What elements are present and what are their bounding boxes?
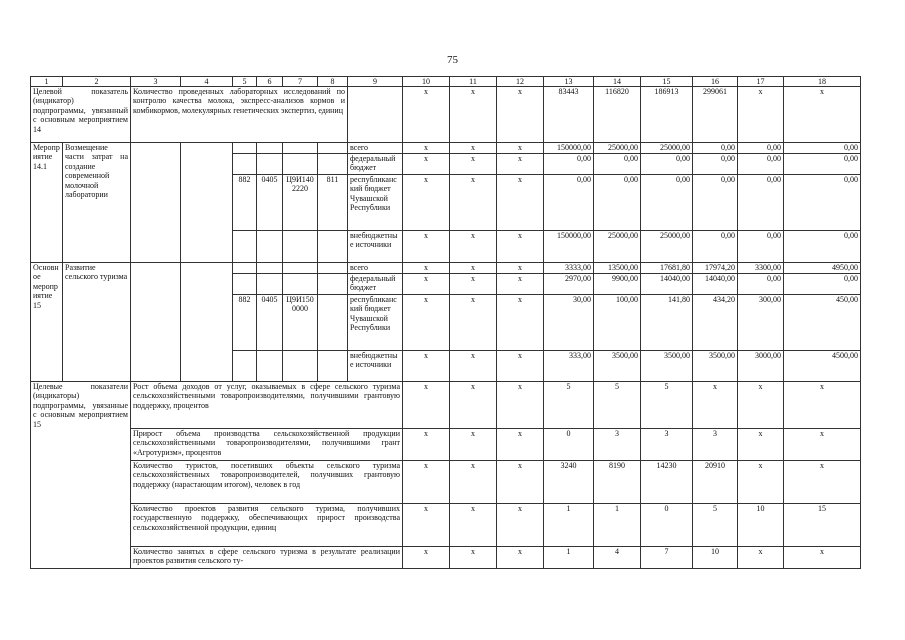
value-cell: 186913 — [641, 87, 693, 143]
empty-cell — [233, 154, 257, 175]
funding-source: республиканский бюджет Чувашской Республики — [348, 295, 403, 351]
value-cell: x — [784, 429, 861, 461]
indicator-text: Количество туристов, посетивших объекты сельского туризма сельскохозяйственных товаропроизводителей, получивших грантовую поддержку (нарастающим итогом), человек в год — [131, 461, 403, 504]
empty-cell — [257, 351, 283, 382]
empty-cell — [257, 143, 283, 154]
value-cell: 100,00 — [594, 295, 641, 351]
empty-cell — [318, 231, 348, 263]
column-number: 17 — [738, 77, 784, 87]
value-cell: 150000,00 — [544, 231, 594, 263]
empty-cell — [181, 263, 233, 382]
empty-cell — [283, 274, 318, 295]
value-cell: 3333,00 — [544, 263, 594, 274]
value-cell: x — [403, 154, 450, 175]
column-number: 10 — [403, 77, 450, 87]
indicator-row — [31, 429, 861, 461]
empty-cell — [318, 263, 348, 274]
empty-cell — [257, 154, 283, 175]
empty-cell — [131, 143, 181, 263]
column-number: 11 — [450, 77, 497, 87]
empty-cell — [318, 295, 348, 351]
value-cell: 450,00 — [784, 295, 861, 351]
value-cell: x — [403, 231, 450, 263]
value-cell: x — [450, 295, 497, 351]
indicator-row — [31, 547, 861, 569]
value-cell: 3 — [641, 429, 693, 461]
empty-cell — [257, 263, 283, 274]
column-number: 15 — [641, 77, 693, 87]
measure-description: Возмещение части затрат на создание современной молочной лаборатории — [63, 143, 131, 263]
value-cell: x — [403, 175, 450, 231]
funding-source: федеральный бюджет — [348, 154, 403, 175]
rzpr-code: 0405 — [257, 295, 283, 351]
funding-source: внебюджетные источники — [348, 351, 403, 382]
page-number: 75 — [447, 54, 458, 66]
value-cell: x — [738, 547, 784, 569]
empty-cell — [181, 143, 233, 263]
value-cell: 0,00 — [594, 154, 641, 175]
value-cell: 4500,00 — [784, 351, 861, 382]
value-cell: x — [738, 429, 784, 461]
value-cell: 1 — [594, 504, 641, 547]
value-cell: 0,00 — [738, 231, 784, 263]
indicator-row — [31, 382, 861, 429]
indicator-text: Количество проведенных лабораторных исследований по контролю качества молока, экспресс-анализов кормов и комбикормов, молекулярных генетических экспертиз, единиц — [131, 87, 348, 143]
value-cell: 3 — [594, 429, 641, 461]
value-cell: x — [497, 87, 544, 143]
value-cell: 3500,00 — [641, 351, 693, 382]
value-cell: x — [403, 429, 450, 461]
value-cell: x — [497, 504, 544, 547]
value-cell: 3500,00 — [594, 351, 641, 382]
vr-code: 811 — [318, 175, 348, 231]
indicator-text: Прирост объема производства сельскохозяйственной продукции сельскохозяйственными товаропроизводителями, получившими грант «Агротуризм», процентов — [131, 429, 403, 461]
column-number: 18 — [784, 77, 861, 87]
value-cell: x — [450, 143, 497, 154]
value-cell: 30,00 — [544, 295, 594, 351]
value-cell: 0,00 — [784, 154, 861, 175]
value-cell: x — [497, 143, 544, 154]
value-cell: 20910 — [693, 461, 738, 504]
funding-source: федеральный бюджет — [348, 274, 403, 295]
column-number: 4 — [181, 77, 233, 87]
value-cell: 0,00 — [738, 175, 784, 231]
value-cell: 0,00 — [784, 175, 861, 231]
value-cell: 116820 — [594, 87, 641, 143]
value-cell: x — [784, 87, 861, 143]
value-cell: 0,00 — [544, 154, 594, 175]
value-cell: 0,00 — [693, 154, 738, 175]
value-cell: 14230 — [641, 461, 693, 504]
indicator-row — [31, 504, 861, 547]
value-cell: 3 — [693, 429, 738, 461]
value-cell: 1 — [544, 547, 594, 569]
value-cell: x — [497, 382, 544, 429]
rzpr-code: 0405 — [257, 175, 283, 231]
value-cell: x — [738, 461, 784, 504]
value-cell: x — [497, 154, 544, 175]
value-cell: x — [450, 231, 497, 263]
value-cell: 5 — [693, 504, 738, 547]
value-cell: x — [403, 87, 450, 143]
value-cell: 0,00 — [544, 175, 594, 231]
measure-name: Основное мероприятие 15 — [31, 263, 63, 382]
value-cell: 1 — [544, 504, 594, 547]
column-number: 5 — [233, 77, 257, 87]
funding-source: всего — [348, 263, 403, 274]
value-cell: 14040,00 — [693, 274, 738, 295]
empty-cell — [233, 351, 257, 382]
empty-cell — [283, 263, 318, 274]
value-cell: x — [497, 547, 544, 569]
value-cell: 0,00 — [784, 274, 861, 295]
value-cell: x — [693, 382, 738, 429]
empty-cell — [318, 143, 348, 154]
value-cell: x — [497, 295, 544, 351]
value-cell: x — [450, 547, 497, 569]
value-cell: x — [403, 461, 450, 504]
empty-cell — [257, 231, 283, 263]
empty-cell — [233, 231, 257, 263]
value-cell: x — [497, 461, 544, 504]
indicator-row — [31, 461, 861, 504]
value-cell: 8190 — [594, 461, 641, 504]
indicator-label: Целевой показатель (индикатор) подпрограммы, увязанный с основным мероприятием 14 — [31, 87, 131, 143]
column-number: 1 — [31, 77, 63, 87]
column-number: 3 — [131, 77, 181, 87]
value-cell: x — [403, 295, 450, 351]
funding-row — [31, 263, 861, 274]
column-number: 6 — [257, 77, 283, 87]
value-cell: x — [784, 547, 861, 569]
empty-cell — [283, 154, 318, 175]
value-cell: 0,00 — [693, 143, 738, 154]
funding-source: внебюджетные источники — [348, 231, 403, 263]
value-cell: 5 — [544, 382, 594, 429]
empty-cell — [283, 231, 318, 263]
column-number: 8 — [318, 77, 348, 87]
value-cell: x — [450, 351, 497, 382]
indicator-text: Количество занятых в сфере сельского туризма в результате реализации проектов развития сельского ту- — [131, 547, 403, 569]
value-cell: 141,80 — [641, 295, 693, 351]
value-cell: 299061 — [693, 87, 738, 143]
empty-cell — [283, 143, 318, 154]
value-cell: 25000,00 — [594, 143, 641, 154]
value-cell: x — [450, 154, 497, 175]
empty-cell — [233, 274, 257, 295]
value-cell: x — [497, 429, 544, 461]
value-cell: x — [738, 87, 784, 143]
column-number-row — [31, 77, 861, 87]
empty-cell — [283, 351, 318, 382]
value-cell: 300,00 — [738, 295, 784, 351]
value-cell: 0,00 — [693, 175, 738, 231]
indicator-text: Рост объема доходов от услуг, оказываемых в сфере сельского туризма сельскохозяйственными товаропроизводителями, получившими грантовую поддержку, процентов — [131, 382, 403, 429]
value-cell: x — [403, 263, 450, 274]
empty-cell — [318, 351, 348, 382]
value-cell: x — [450, 274, 497, 295]
value-cell: x — [497, 263, 544, 274]
indicator-label: Целевые показатели (индикаторы) подпрограммы, увязанные с основным мероприятием 15 — [31, 382, 131, 569]
measure-description: Развитие сельского туризма — [63, 263, 131, 382]
value-cell: x — [497, 274, 544, 295]
value-cell: 150000,00 — [544, 143, 594, 154]
value-cell: 10 — [738, 504, 784, 547]
value-cell: 3300,00 — [738, 263, 784, 274]
empty-cell — [348, 87, 403, 143]
column-number: 2 — [63, 77, 131, 87]
value-cell: 9900,00 — [594, 274, 641, 295]
value-cell: x — [450, 461, 497, 504]
value-cell: 0,00 — [738, 143, 784, 154]
value-cell: 0,00 — [738, 274, 784, 295]
value-cell: 15 — [784, 504, 861, 547]
column-number: 9 — [348, 77, 403, 87]
value-cell: 333,00 — [544, 351, 594, 382]
value-cell: 0,00 — [784, 231, 861, 263]
value-cell: 0,00 — [641, 175, 693, 231]
column-number: 13 — [544, 77, 594, 87]
value-cell: 0,00 — [784, 143, 861, 154]
indicator-text: Количество проектов развития сельского туризма, получивших государственную поддержку, обеспечивающих прирост производства сельскохозяйственной продукции, единиц — [131, 504, 403, 547]
value-cell: 5 — [594, 382, 641, 429]
value-cell: x — [403, 351, 450, 382]
value-cell: x — [784, 382, 861, 429]
value-cell: 2970,00 — [544, 274, 594, 295]
budget-table — [30, 76, 861, 569]
empty-cell — [318, 154, 348, 175]
value-cell: x — [497, 231, 544, 263]
value-cell: x — [403, 547, 450, 569]
funding-row — [31, 143, 861, 154]
value-cell: 4 — [594, 547, 641, 569]
value-cell: x — [403, 504, 450, 547]
csr-code: Ц9И1402220 — [283, 175, 318, 231]
empty-cell — [233, 263, 257, 274]
column-number: 12 — [497, 77, 544, 87]
indicator-row — [31, 87, 861, 143]
value-cell: 0 — [641, 504, 693, 547]
value-cell: 5 — [641, 382, 693, 429]
value-cell: 0,00 — [594, 175, 641, 231]
value-cell: x — [403, 274, 450, 295]
measure-name: Мероприятие 14.1 — [31, 143, 63, 263]
empty-cell — [318, 274, 348, 295]
empty-cell — [257, 274, 283, 295]
value-cell: 17974,20 — [693, 263, 738, 274]
grbs-code: 882 — [233, 175, 257, 231]
value-cell: 17681,80 — [641, 263, 693, 274]
column-number: 7 — [283, 77, 318, 87]
column-number: 14 — [594, 77, 641, 87]
value-cell: x — [403, 143, 450, 154]
funding-source: всего — [348, 143, 403, 154]
empty-cell — [131, 263, 181, 382]
value-cell: 25000,00 — [641, 231, 693, 263]
value-cell: 10 — [693, 547, 738, 569]
value-cell: x — [450, 263, 497, 274]
value-cell: 3500,00 — [693, 351, 738, 382]
value-cell: 434,20 — [693, 295, 738, 351]
empty-cell — [233, 143, 257, 154]
value-cell: x — [497, 175, 544, 231]
value-cell: x — [450, 382, 497, 429]
grbs-code: 882 — [233, 295, 257, 351]
value-cell: 14040,00 — [641, 274, 693, 295]
value-cell: 3000,00 — [738, 351, 784, 382]
value-cell: x — [738, 382, 784, 429]
value-cell: 0,00 — [693, 231, 738, 263]
column-number: 16 — [693, 77, 738, 87]
value-cell: x — [450, 429, 497, 461]
value-cell: 25000,00 — [594, 231, 641, 263]
value-cell: 25000,00 — [641, 143, 693, 154]
value-cell: x — [403, 382, 450, 429]
value-cell: x — [450, 504, 497, 547]
value-cell: 7 — [641, 547, 693, 569]
value-cell: 13500,00 — [594, 263, 641, 274]
value-cell: x — [497, 351, 544, 382]
value-cell: 3240 — [544, 461, 594, 504]
value-cell: x — [450, 175, 497, 231]
csr-code: Ц9И1500000 — [283, 295, 318, 351]
value-cell: 4950,00 — [784, 263, 861, 274]
value-cell: 0,00 — [641, 154, 693, 175]
value-cell: x — [450, 87, 497, 143]
value-cell: x — [784, 461, 861, 504]
value-cell: 83443 — [544, 87, 594, 143]
value-cell: 0,00 — [738, 154, 784, 175]
value-cell: 0 — [544, 429, 594, 461]
funding-source: республиканский бюджет Чувашской Республики — [348, 175, 403, 231]
